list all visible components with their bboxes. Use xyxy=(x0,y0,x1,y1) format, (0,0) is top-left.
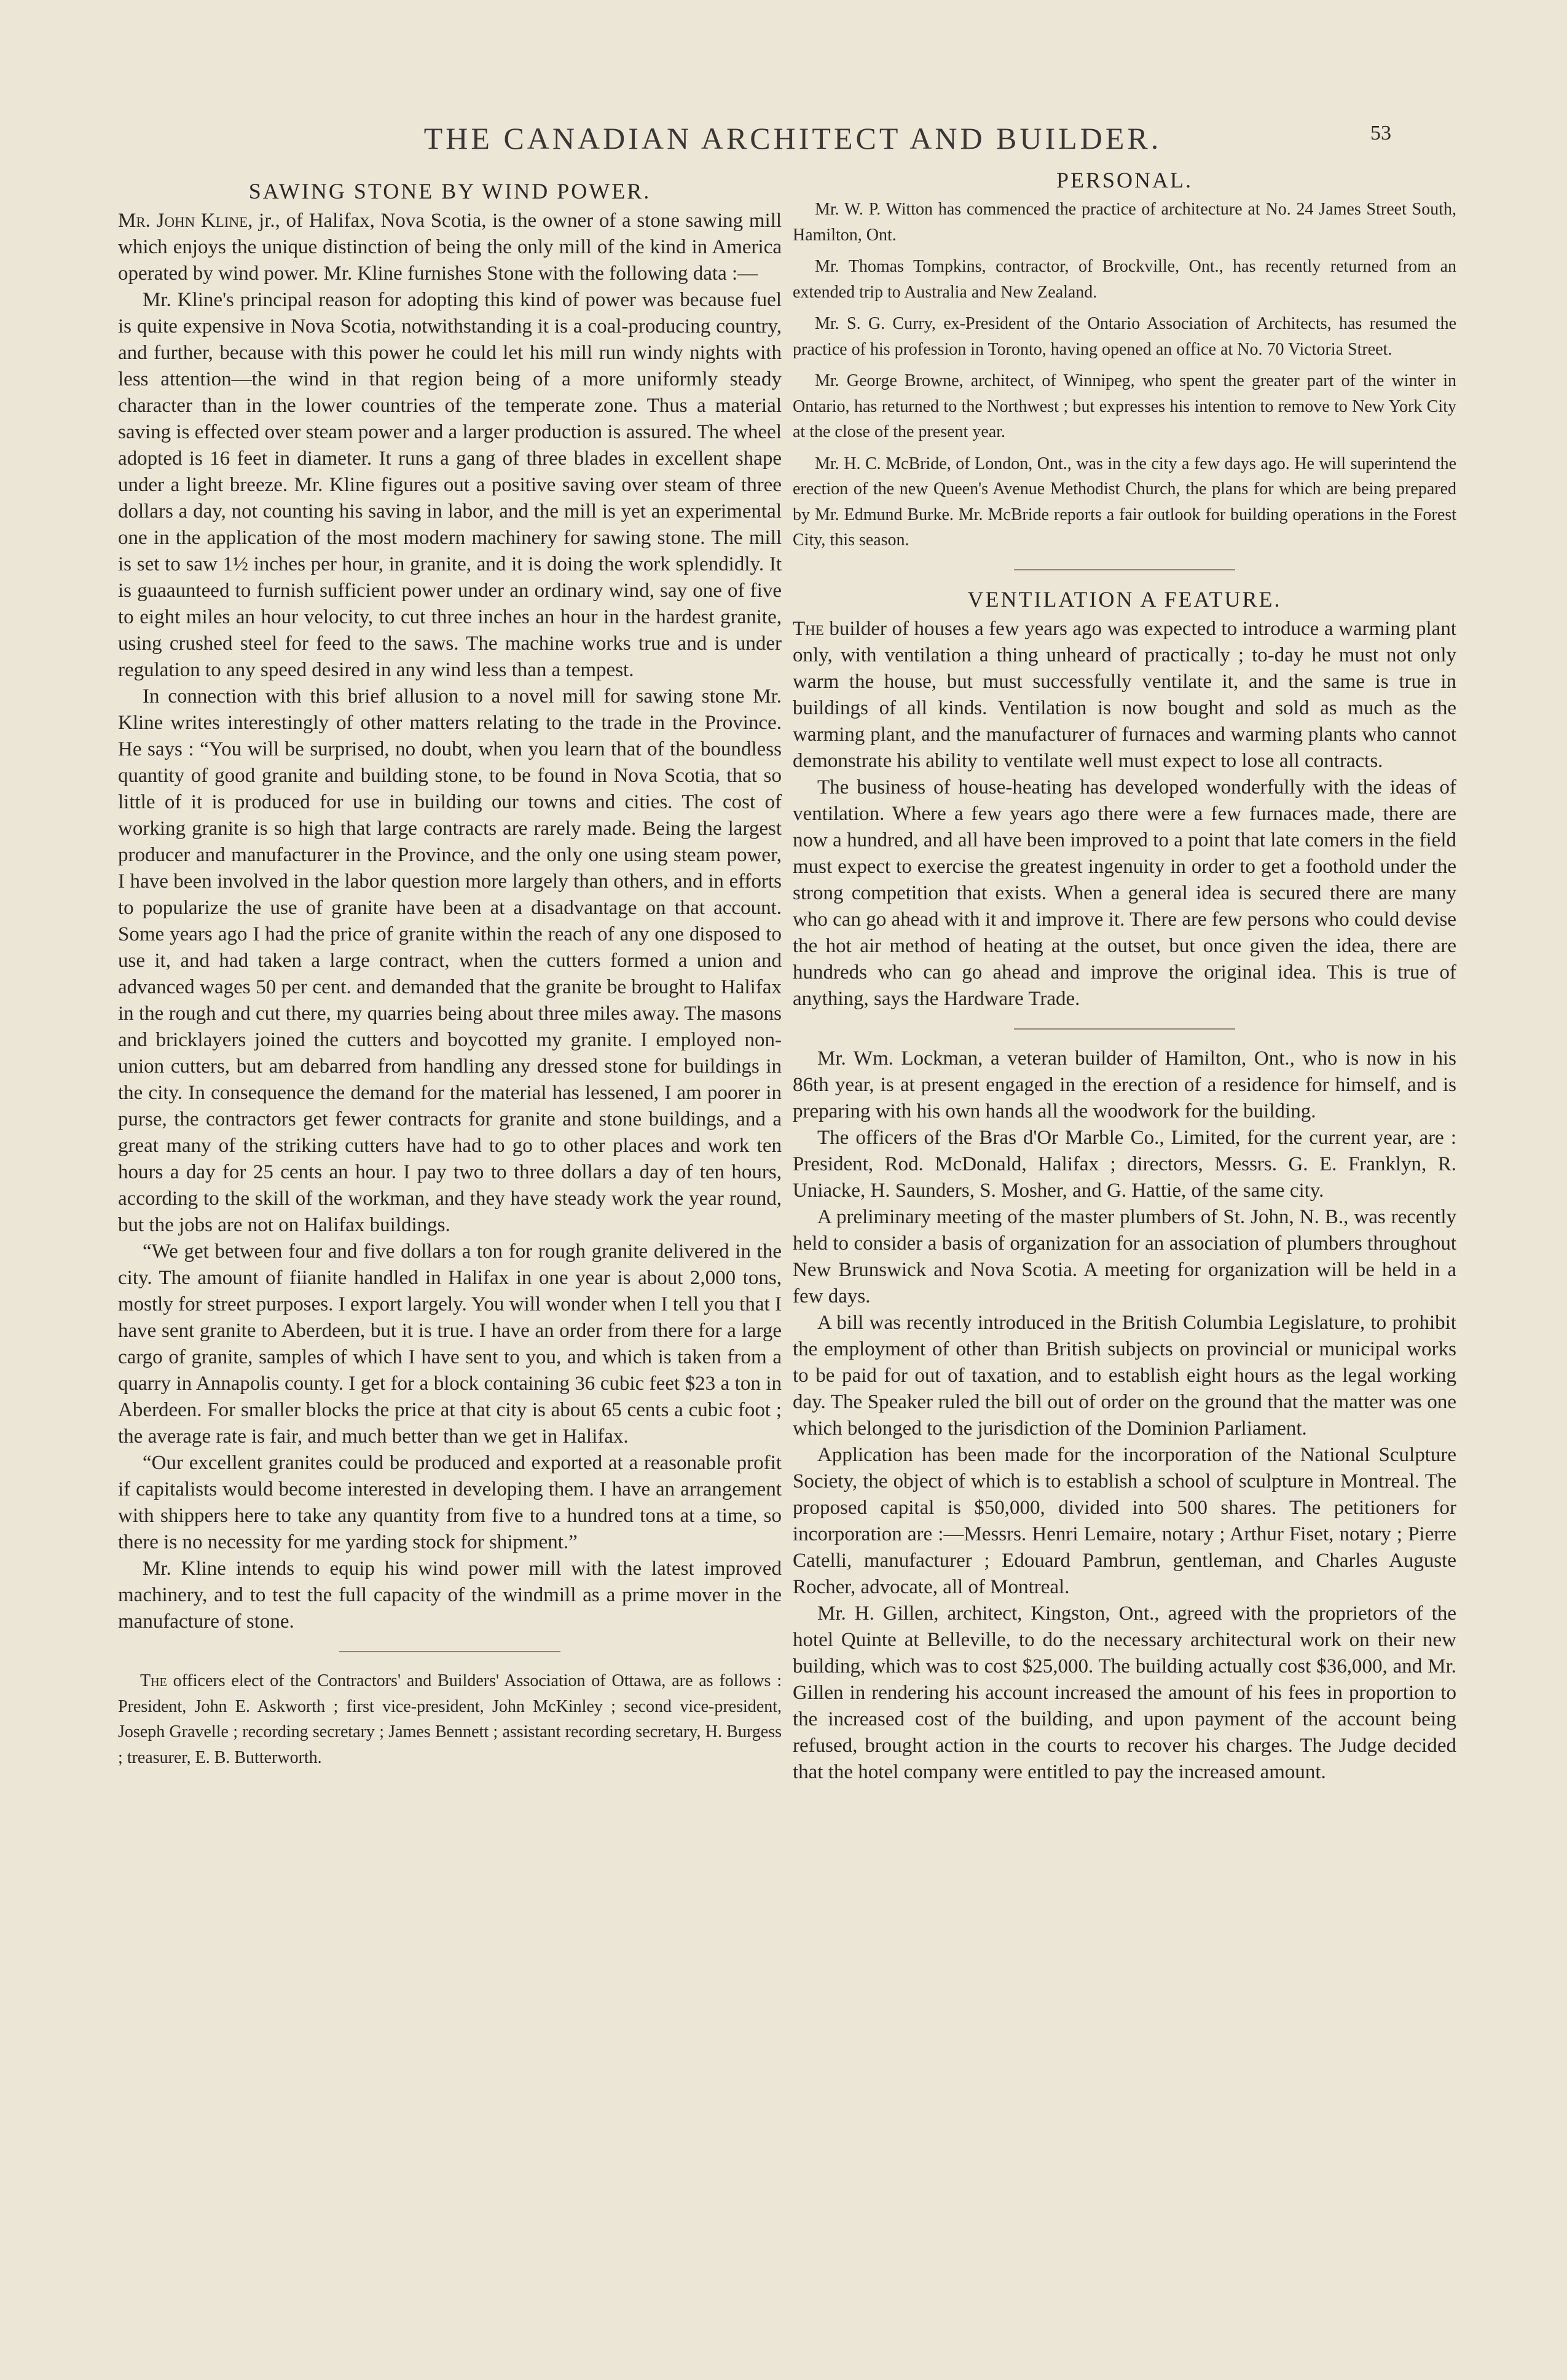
right-column xyxy=(793,167,1456,1786)
personal-item: Mr. S. G. Curry, ex-President of the Ontario Association of Architects, has resumed the practice of his profession in Toronto, having opened an office at No. 70 Victoria Street. xyxy=(793,314,1456,359)
article-paragraph xyxy=(118,208,782,287)
section-heading-personal: PERSONAL. xyxy=(1056,168,1193,192)
news-item: Mr. H. Gillen, architect, Kingston, Ont., agreed with the proprietors of the hotel Quinte at Belleville, to do the necessary architectural work on their new building, which was to cost $25,000. The building actually cost $36,000, and Mr. Gillen in rendering his account increased the amount of his fees in proportion to the increased cost of the building, and upon payment of the account being refused, brought action in the courts to recover his charges. The Judge decided that the hotel company were entitled to pay the increased amount. xyxy=(793,1602,1456,1783)
personal-item: Mr. George Browne, architect, of Winnipeg, who spent the greater part of the winter in Ontario, has returned to the Northwest ; but expresses his intention to remove to New York City at the close of the present year. xyxy=(793,371,1456,441)
notice-text: officers elect of the Contractors' and Builders' Association of Ottawa, are as follows : President, John E. Askworth ; first vice-president, John McKinley ; second vice-president, Joseph Gravelle ; recording secretary ; James Bennett ; assistant recording secretary, H. Burgess ; treasurer, E. B. Butterworth. xyxy=(118,1671,782,1767)
news-item: Mr. Wm. Lockman, a veteran builder of Hamilton, Ont., who is now in his 86th year, is at present engaged in the erection of a residence for himself, and is preparing with his own hands all the woodwork for the building. xyxy=(793,1047,1456,1122)
news-item: Application has been made for the incorporation of the National Sculpture Society, the object of which is to establish a school of sculpture in Montreal. The proposed capital is $50,000, divided into 500 shares. The petitioners for incorporation are :—Messrs. Henri Lemaire, notary ; Arthur Fiset, notary ; Pierre Catelli, manufacturer ; Edouard Pambrun, gentleman, and Charles Auguste Rocher, advocate, all of Montreal. xyxy=(793,1443,1456,1598)
officers-notice xyxy=(118,1668,782,1770)
intro-name: Mr. John Kline xyxy=(118,210,248,232)
news-item: The officers of the Bras d'Or Marble Co., Limited, for the current year, are : President, Rod. McDonald, Halifax ; directors, Messrs. G. E. Franklyn, R. Uniacke, H. Saunders, S. Mosher, and G. Hattie, of the same city. xyxy=(793,1126,1456,1202)
article-heading-sawing-stone: SAWING STONE BY WIND POWER. xyxy=(248,179,651,203)
personal-item: Mr. W. P. Witton has commenced the practice of architecture at No. 24 James Street South, Hamilton, Ont. xyxy=(793,200,1456,245)
personal-item: Mr. H. C. McBride, of London, Ont., was in the city a few days ago. He will superintend the erection of the new Queen's Avenue Methodist Church, the plans for which are being prepared by Mr. Edmund Burke. Mr. McBride reports a fair outlook for building operations in the Forest City, this season. xyxy=(793,454,1456,550)
intro-text: , jr., of Halifax, Nova Scotia, is the owner of a stone sawing mill which enjoys the unique distinction of being the only mill of the kind in America operated by wind power. Mr. Kline furnishes Stone with the following data :— xyxy=(118,210,782,285)
masthead xyxy=(0,120,1567,164)
article-sawing-stone xyxy=(118,208,782,1635)
article-paragraph xyxy=(793,616,1456,774)
news-items xyxy=(793,1046,1456,1786)
article-paragraph: Mr. Kline intends to equip his wind power mill with the latest improved machinery, and to test the full capacity of the windmill as a prime mover in the manufacture of stone. xyxy=(118,1558,782,1633)
news-item: A bill was recently introduced in the British Columbia Legislature, to prohibit the employment of other than British subjects on provincial or municipal works to be paid for out of taxation, and to establish eight hours as the legal working day. The Speaker ruled the bill out of order on the ground that the matter was one which belonged to the jurisdiction of the Dominion Parliament. xyxy=(793,1311,1456,1440)
article-heading-ventilation: VENTILATION A FEATURE. xyxy=(967,586,1282,612)
page-number: 53 xyxy=(1370,122,1391,144)
ventilation-lead: The xyxy=(793,617,824,640)
ventilation-text: builder of houses a few years ago was expected to introduce a warming plant only, with ventilation a thing unheard of practically ; to-day he must not only warm the house, but must successfully ventilate it, and the same is true in buildings of all kinds. Ventilation is now bought and sold as much as the warming plant, and the manufacturer of furnaces and warming plants who cannot demonstrate his ability to ventilate well must expect to lose all contracts. xyxy=(793,617,1456,772)
article-paragraph: “We get between four and five dollars a ton for rough granite delivered in the city. The amount of fiianite handled in Halifax in one year is about 2,000 tons, mostly for street purposes. I export largely. You will wonder when I tell you that I have sent granite to Aberdeen, but it is true. I have an order from there for a large cargo of granite, samples of which I have sent to you, and which is taken from a quarry in Annapolis county. I get for a block containing 36 cubic feet $23 a ton in Aberdeen. For smaller blocks the price at that city is about 65 cents a cubic foot ; the average rate is fair, and much better than we get in Halifax. xyxy=(118,1240,782,1448)
article-paragraph: In connection with this brief allusion to a novel mill for sawing stone Mr. Kline writes interestingly of other matters relating to the trade in the Province. He says : “You will be surprised, no doubt, when you learn that of the boundless quantity of good granite and building stone, to be found in Nova Scotia, that so little of it is produced for use in building our towns and cities. The cost of working granite is so high that large contracts are rarely made. Being the largest producer and manufacturer in the Province, and the only one using steam power, I have been involved in the labor question more largely than others, and in efforts to popularize the use of granite have been at a disadvantage on that account. Some years ago I had the price of granite within the reach of any one disposed to use it, and had taken a large contract, when the cutters formed a union and advanced wages 50 per cent. and demanded that the granite be brought to Halifax in the rough and cut there, my quarries being about three miles away. The masons and bricklayers joined the cutters and boycotted my granite. I employed non-union cutters, but am debarred from handling any dressed stone for buildings in the city. In consequence the demand for the material has lessened, I am poorer in purse, the contractors get fewer contracts for granite and stone buildings, and a great many of the striking cutters have had to go to other places and work ten hours a day for 25 cents an hour. I pay two to three dollars a day of ten hours, according to the skill of the workman, and they have steady work the year round, but the jobs are not on Halifax buildings. xyxy=(118,685,782,1236)
article-ventilation xyxy=(793,616,1456,1012)
article-paragraph: Mr. Kline's principal reason for adopting this kind of power was because fuel is quite expensive in Nova Scotia, notwithstanding it is a coal-producing country, and further, because with this power he could let his mill run windy nights with less attention—the wind in that region being of a more uniformly steady character than in the lower countries of the temperate zone. Thus a material saving is effected over steam power and a larger production is assured. The wheel adopted is 16 feet in diameter. It runs a gang of three blades in excellent shape under a light breeze. Mr. Kline figures out a positive saving over steam of three dollars a day, not counting his saving in labor, and the mill is yet an experimental one in the application of the most modern machinery for sawing stone. The mill is set to saw 1½ inches per hour, in granite, and it is doing the work splendidly. It is guaaunteed to furnish sufficient power under an ordinary wind, say one of five to eight miles an hour velocity, to cut three inches an hour in the hardest granite, using crushed steel for feed to the saws. The machine works true and is under regulation to any speed desired in any wind less than a tempest. xyxy=(118,289,782,681)
notice-paragraph xyxy=(118,1668,782,1770)
left-column xyxy=(118,178,782,1776)
journal-title: THE CANADIAN ARCHITECT AND BUILDER. xyxy=(423,121,1162,156)
personal-items xyxy=(793,197,1456,553)
article-paragraph: The business of house-heating has developed wonderfully with the ideas of ventilation. Where a few years ago there were a few furnaces made, there are now a hundred, and all have been improved to a point that late comers in the field must expect to exercise the greatest ingenuity in order to get a foothold under the strong competition that exists. When a general idea is secured there are many who can go ahead with it and improve it. There are few persons who could devise the hot air method of heating at the outset, but once given the idea, there are hundreds who can go ahead and improve the original idea. This is true of anything, says the Hardware Trade. xyxy=(793,776,1456,1010)
notice-lead: The xyxy=(140,1671,167,1690)
section-divider xyxy=(1014,569,1235,570)
section-divider xyxy=(339,1651,560,1652)
personal-item: Mr. Thomas Tompkins, contractor, of Brockville, Ont., has recently returned from an extended trip to Australia and New Zealand. xyxy=(793,257,1456,302)
news-item: A preliminary meeting of the master plumbers of St. John, N. B., was recently held to consider a basis of organization for an association of plumbers throughout New Brunswick and Nova Scotia. A meeting for organization will be held in a few days. xyxy=(793,1205,1456,1307)
article-paragraph: “Our excellent granites could be produced and exported at a reasonable profit if capitalists would become interested in developing them. I have an arrangement with shippers here to take any quantity from five to a hundred tons at a time, so there is no necessity for me yarding stock for shipment.” xyxy=(118,1452,782,1553)
section-divider xyxy=(1014,1028,1235,1030)
